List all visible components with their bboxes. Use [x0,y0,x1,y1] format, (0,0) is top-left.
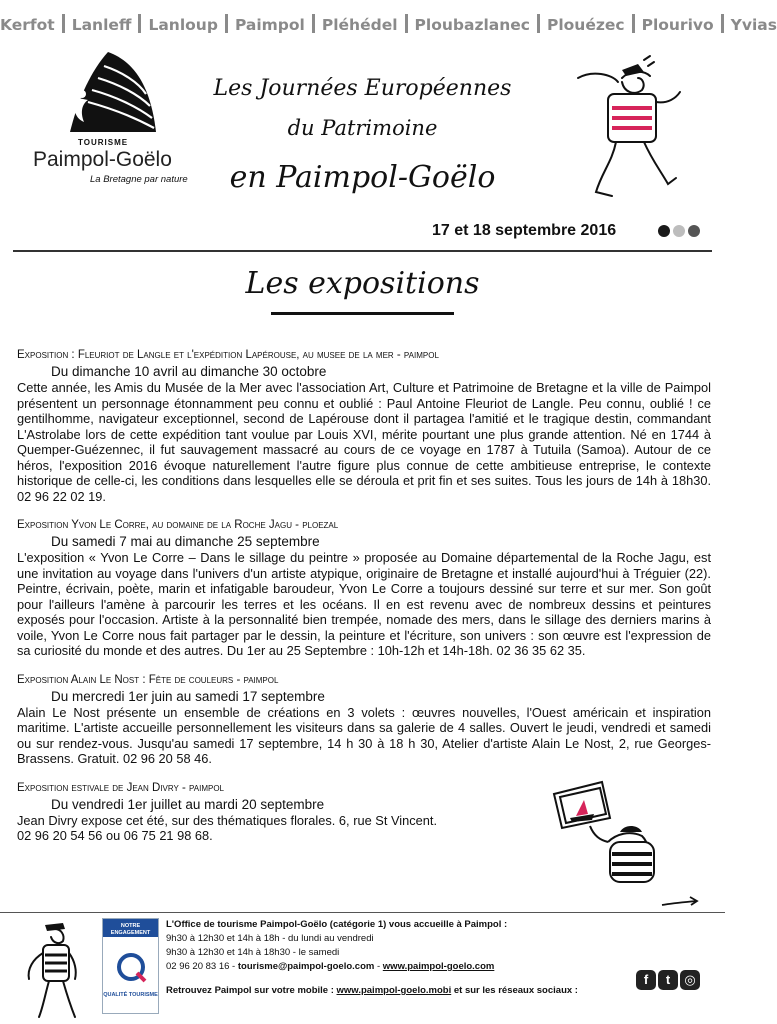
town-separator [62,14,65,33]
exposition-item [17,348,711,504]
exposition-title: Exposition : Fleuriot de Langle et l'expédition Lapérouse, au musee de la mer - paimpol [17,349,439,361]
event-date: 17 et 18 septembre 2016 [432,222,617,239]
exposition-description: Alain Le Nost présente un ensemble de créations en 3 volets : œuvres nouvelles, l'Ouest américain et inspiration maritime. L'artiste accueille personnellement les visiteurs dans sa galerie de 4 salles. Ouvert le jeudi, vendredi et samedi ou sur rendez-vous. Jusqu'au samedi 17 septembre, 14 h 30 à 18 h 30, Atelier d'artiste Alain Le Nost, 2, rue Georges-Brassens. Gratuit. 02 96 20 58 46. [17,704,711,766]
town-name: Lanleff [71,16,132,34]
exposition-item [17,673,711,767]
sailor-mascot-icon [15,915,95,1020]
decorative-dots [658,224,703,242]
office-intro: L'Office de tourisme Paimpol-Goëlo (catégorie 1) vous accueille à Paimpol : [166,919,508,930]
towns-bar [0,14,777,34]
arrow-right-icon [660,895,700,909]
email-link[interactable]: tourisme@paimpol-goelo.com [237,961,375,972]
town-separator [721,14,724,33]
exposition-dates: Du dimanche 10 avril au dimanche 30 octobre [51,364,327,379]
exposition-dates: Du samedi 7 mai au dimanche 25 septembre [51,534,320,549]
opening-hours-week: 9h30 à 12h30 et 14h à 18h - du lundi au vendredi [166,933,374,944]
separator: - [374,961,383,972]
separator: - [229,961,238,972]
town-name: Ploubazlanec [414,16,530,34]
divider [13,250,712,252]
quality-mark-icon [113,949,149,985]
logo-tagline: La Bretagne par nature [90,174,188,185]
instagram-icon[interactable]: ◎ [680,970,700,990]
town-separator [537,14,540,33]
page-title-line1: Les Journées Européennes [213,76,512,101]
mobile-site-link[interactable]: www.paimpol-goelo.mobi [336,985,452,996]
mobile-prefix: Retrouvez Paimpol sur votre mobile : [166,985,337,996]
town-separator [632,14,635,33]
dot-icon [673,225,685,237]
footer-divider [0,912,725,913]
town-name: Yvias [730,16,777,34]
exposition-dates: Du vendredi 1er juillet au mardi 20 septembre [51,796,325,812]
town-separator [138,14,141,33]
mobile-suffix: et sur les réseaux sociaux : [451,985,578,996]
qualite-tourisme-badge [102,918,159,1014]
office-phone: 02 96 20 83 16 [166,961,230,972]
town-separator [405,14,408,33]
logo-top-text: TOURISME [78,138,129,147]
exposition-item [17,518,711,659]
exposition-description: Cette année, les Amis du Musée de la Mer avec l'association Art, Culture et Patrimoine de Bretagne et la ville de Paimpol présentent un personnage étonnamment peu connu et oublié : Paul Antoine Fleuriot de Langle. Peu connu, oublié ! ce gentilhomme, navigateur exceptionnel, second de Lapérouse dont il partagea l'amitié et le tragique destin, commandant L'Astrolabe lors de cette expédition tant voulue par Louis XVI, mérite pourtant une plus grande attention. Né en 1744 à Quemper-Guézennec, il fut sauvagement massacré au cours de ce voyage en 1787 à Tutuila (Samoa). Autour de ce héros, l'exposition 2016 évoque naturellement l'autre figure plus connue de cette ambitieuse entreprise, le contexte historique de celle-ci, les conditions dans lesquelles elle se déroula et prit fin et ses suites. Tous les jours de 14h à 18h30. 02 96 22 02 19. [17,380,711,504]
town-name: Plouézec [546,16,625,34]
social-links [636,970,702,990]
exposition-dates: Du mercredi 1er juin au samedi 17 septembre [51,688,325,704]
sail-logo-icon [58,50,168,138]
town-name: Lanloup [148,16,218,34]
section-underline [271,312,454,315]
section-title: Les expositions [245,266,480,301]
town-separator [225,14,228,33]
town-separator [312,14,315,33]
exposition-description: L'exposition « Yvon Le Corre – Dans le sillage du peintre » proposée au Domaine départemental de la Roche Jagu, est une invitation au voyage dans l'univers d'un artiste atypique, originaire de Bretagne et installé aujourd'hui à Tréguier (22). Peintre, écrivain, poète, marin et infatigable baroudeur, Yvon Le Corre a toujours dessiné sur terre et sur mer. Son goût pour l'ailleurs l'amène à parcourir les terres et les océans. Il en est revenu avec de nombreux dessins et peintures exposés pour l'occasion. Artiste à la personnalité bien trempée, nomade des mers, dans le sillage des derniers marins à voile, Yvon Le Corre nous fait partager par le dessin, la peinture et l'écriture, son univers : son œuvre est l'expression de sa curiosité du monde et des autres. Du 1er au 25 Septembre : 10h-12h et 14h-18h. 02 36 35 62 35. [17,550,711,658]
contact-line [166,960,507,974]
dot-icon [688,225,700,237]
town-name: Pléhédel [321,16,398,34]
facebook-icon[interactable]: f [636,970,656,990]
tourisme-logo[interactable] [30,50,210,200]
dancing-sailor-icon [572,52,692,212]
mobile-line [166,985,578,996]
town-name: Paimpol [234,16,305,34]
badge-footer: QUALITÉ TOURISME [103,992,158,998]
exposition-title: Exposition Yvon Le Corre, au domaine de la Roche Jagu - ploezal [17,519,339,531]
exposition-title: Exposition estivale de Jean Divry - paimpol [17,781,224,794]
town-name: Kerfot [0,16,55,34]
exposition-title: Exposition Alain Le Nost : Fête de couleurs - paimpol [17,673,279,686]
logo-brand-name: Paimpol-Goëlo [33,148,172,171]
town-name: Plourivo [641,16,714,34]
exposition-description: Jean Divry expose cet été, sur des thématiques florales. 6, rue St Vincent. 02 96 20 54 56 ou 06 75 21 98 68. [17,812,437,843]
page-title-line2: du Patrimoine [287,116,438,140]
badge-heading: NOTRE ENGAGEMENT [103,919,158,937]
page-title-line3: en Paimpol-Goëlo [229,160,496,195]
office-info [166,918,507,974]
opening-hours-saturday: 9h30 à 12h30 et 14h à 18h30 - le samedi [166,947,340,958]
sailor-with-painting-icon [550,780,665,885]
dot-icon [658,225,670,237]
website-link[interactable]: www.paimpol-goelo.com [382,961,495,972]
twitter-icon[interactable]: t [658,970,678,990]
